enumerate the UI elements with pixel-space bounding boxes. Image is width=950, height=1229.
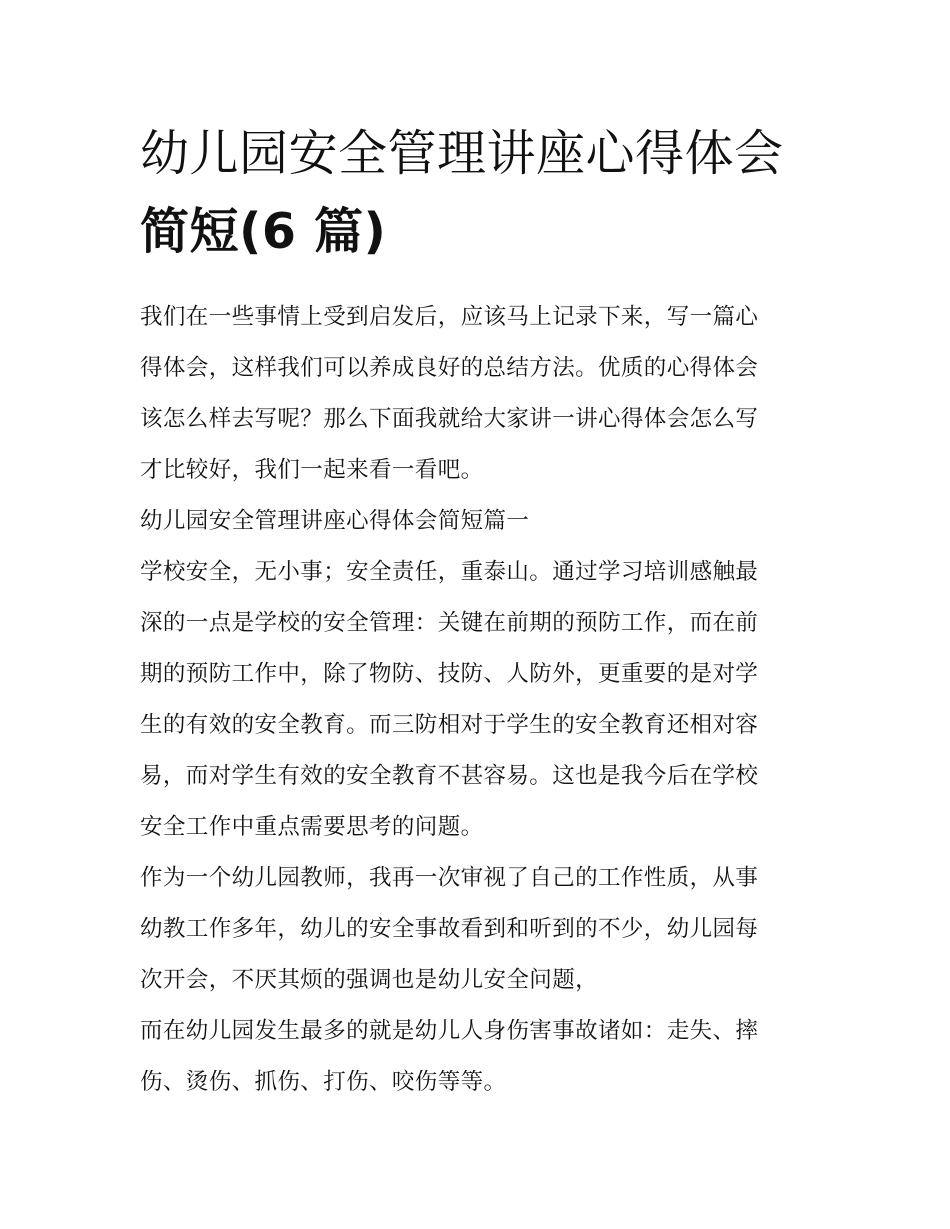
document-title-line: 简短(6 篇) bbox=[140, 203, 387, 260]
document-title bbox=[140, 0, 812, 271]
text-line: 易，而对学生有效的安全教育不甚容易。这也是我今后在学校 bbox=[140, 763, 759, 789]
text-line: 学校安全，无小事；安全责任，重泰山。通过学习培训感触最 bbox=[140, 559, 759, 585]
text-line: 我们在一些事情上受到启发后，应该马上记录下来，写一篇心 bbox=[140, 304, 759, 330]
document-page bbox=[140, 0, 812, 1229]
body-paragraph bbox=[140, 1006, 812, 1108]
document-body bbox=[140, 292, 812, 1108]
text-line: 深的一点是学校的安全管理：关键在前期的预防工作，而在前 bbox=[140, 610, 759, 636]
section-heading bbox=[140, 496, 812, 547]
text-line: 作为一个幼儿园教师，我再一次审视了自己的工作性质，从事 bbox=[140, 865, 759, 891]
text-line: 而在幼儿园发生最多的就是幼儿人身伤害事故诸如：走失、摔 bbox=[140, 1018, 759, 1044]
section-heading-text: 幼儿园安全管理讲座心得体会简短篇一 bbox=[140, 508, 530, 534]
text-line: 才比较好，我们一起来看一看吧。 bbox=[140, 457, 484, 483]
text-line: 期的预防工作中，除了物防、技防、人防外，更重要的是对学 bbox=[140, 661, 759, 687]
text-line: 生的有效的安全教育。而三防相对于学生的安全教育还相对容 bbox=[140, 712, 759, 738]
text-line: 幼教工作多年，幼儿的安全事故看到和听到的不少，幼儿园每 bbox=[140, 916, 759, 942]
intro-paragraph bbox=[140, 292, 812, 496]
document-title-line: 幼儿园安全管理讲座心得体会 bbox=[140, 125, 784, 182]
text-line: 次开会，不厌其烦的强调也是幼儿安全问题， bbox=[140, 967, 599, 993]
text-line: 该怎么样去写呢？那么下面我就给大家讲一讲心得体会怎么写 bbox=[140, 406, 759, 432]
body-paragraph bbox=[140, 547, 812, 853]
text-line: 安全工作中重点需要思考的问题。 bbox=[140, 814, 484, 840]
body-paragraph bbox=[140, 853, 812, 1006]
text-line: 伤、烫伤、抓伤、打伤、咬伤等等。 bbox=[140, 1069, 507, 1095]
text-line: 得体会，这样我们可以养成良好的总结方法。优质的心得体会 bbox=[140, 355, 759, 381]
